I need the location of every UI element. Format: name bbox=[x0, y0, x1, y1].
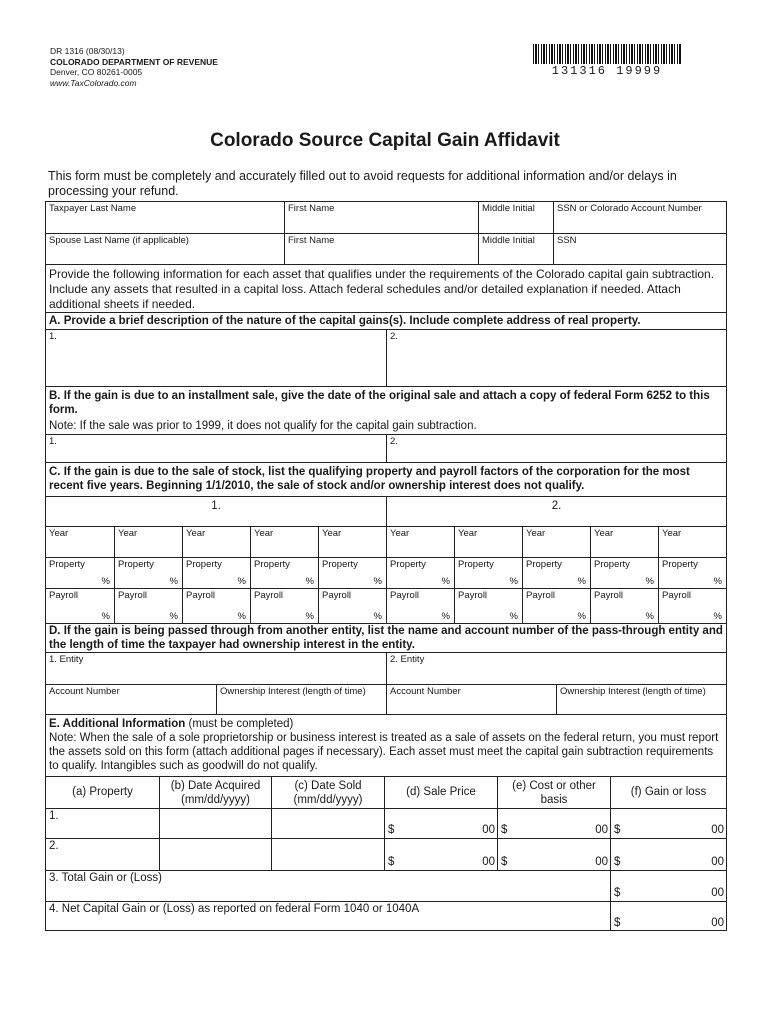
form-header bbox=[50, 46, 218, 88]
property-field-1[interactable]: Property % bbox=[49, 559, 110, 587]
entity-1-field[interactable]: 1. Entity bbox=[49, 654, 84, 665]
total-gain-field[interactable]: $ 00 bbox=[610, 871, 726, 901]
section-c-heading-row bbox=[46, 462, 726, 496]
property-field-7[interactable]: Property % bbox=[454, 558, 522, 588]
property-field-2[interactable]: Property % bbox=[114, 558, 182, 588]
total-gain-row bbox=[46, 870, 726, 901]
section-c-col-2-label: 2. bbox=[386, 497, 726, 526]
col-f-gain-loss: (f) Gain or loss bbox=[610, 777, 726, 808]
section-e-heading-line bbox=[46, 715, 726, 731]
section-e-row-2 bbox=[46, 838, 726, 870]
section-b-field-2[interactable]: 2. bbox=[386, 435, 726, 462]
payroll-field-1[interactable]: Payroll % bbox=[49, 590, 110, 622]
section-e-heading: E. Additional Information bbox=[49, 718, 186, 730]
instructions-block bbox=[46, 264, 726, 312]
form-number: DR 1316 (08/30/13) bbox=[50, 46, 125, 56]
taxpayer-last-name-field[interactable]: Taxpayer Last Name bbox=[49, 203, 137, 214]
section-c-column-heads bbox=[46, 496, 726, 526]
year-field-4[interactable]: Year bbox=[250, 527, 318, 557]
property-field-3[interactable]: Property % bbox=[182, 558, 250, 588]
section-a-fields bbox=[46, 329, 726, 386]
row-2-date-acquired-field[interactable] bbox=[159, 839, 271, 870]
section-b-field-1[interactable]: 1. bbox=[49, 436, 57, 447]
year-field-8[interactable]: Year bbox=[522, 527, 590, 557]
net-capital-gain-row bbox=[46, 901, 726, 931]
section-a-field-2[interactable]: 2. bbox=[386, 330, 726, 386]
year-field-2[interactable]: Year bbox=[114, 527, 182, 557]
property-field-6[interactable]: Property % bbox=[386, 558, 454, 588]
section-e-note: Note: When the sale of a sole proprietorship or business interest is treated as a sale of assets on the federal return, you must report the assets sold on this form (attach additional pages if necessary). Each asset must meet the capital gain subtraction requirements to qualify. Intangibles such as goodwill do not qualify. bbox=[49, 732, 719, 772]
year-field-9[interactable]: Year bbox=[590, 527, 658, 557]
property-field-5[interactable]: Property % bbox=[318, 558, 386, 588]
section-c-year-row bbox=[46, 526, 726, 557]
section-d-heading-row bbox=[46, 623, 726, 652]
payroll-field-8[interactable]: Payroll % bbox=[522, 589, 590, 623]
year-field-10[interactable]: Year bbox=[658, 527, 726, 557]
intro-text: This form must be completely and accurately filled out to avoid requests for additional information and/or delays in processing your refund. bbox=[48, 169, 677, 198]
section-d-account-row bbox=[46, 684, 726, 714]
account-number-2-field[interactable]: Account Number bbox=[386, 685, 556, 714]
section-c-property-row bbox=[46, 557, 726, 588]
section-e-heading-suffix: (must be completed) bbox=[185, 718, 294, 730]
entity-2-field[interactable]: 2. Entity bbox=[386, 653, 726, 684]
section-e-column-heads bbox=[46, 776, 726, 808]
barcode-image bbox=[533, 44, 681, 64]
row-1-cost-basis-field[interactable]: $ 00 bbox=[497, 809, 610, 838]
row-2-cost-basis-field[interactable]: $ 00 bbox=[497, 839, 610, 870]
row-1-gain-loss-field[interactable]: $ 00 bbox=[610, 809, 726, 838]
payroll-field-4[interactable]: Payroll % bbox=[250, 589, 318, 623]
col-d-sale-price: (d) Sale Price bbox=[384, 777, 497, 808]
row-2-sale-price-field[interactable]: $ 00 bbox=[384, 839, 497, 870]
account-number-1-field[interactable]: Account Number bbox=[49, 686, 120, 697]
row-1-date-sold-field[interactable] bbox=[271, 809, 384, 838]
section-c-payroll-row bbox=[46, 588, 726, 623]
section-d-entity-row bbox=[46, 652, 726, 684]
property-field-10[interactable]: Property % bbox=[658, 558, 726, 588]
year-field-6[interactable]: Year bbox=[386, 527, 454, 557]
taxpayer-row bbox=[46, 202, 726, 233]
spouse-ssn-field[interactable]: SSN bbox=[553, 234, 726, 264]
instructions-text: Provide the following information for each asset that qualifies under the requirements of the Colorado capital gain subtraction. Include any assets that resulted in a capital loss. Attach federal schedules and/or detailed explanation if needed. Attach additional sheets if needed. bbox=[49, 267, 715, 311]
department-name: COLORADO DEPARTMENT OF REVENUE bbox=[50, 56, 218, 67]
section-d-heading: D. If the gain is being passed through from another entity, list the name and account number of the pass-through entity and the length of time the taxpayer had ownership interest in the entity. bbox=[49, 625, 723, 651]
row-1-date-acquired-field[interactable] bbox=[159, 809, 271, 838]
taxpayer-first-name-field[interactable]: First Name bbox=[284, 202, 478, 233]
section-c-heading: C. If the gain is due to the sale of stock, list the qualifying property and payroll factors of the corporation for the most recent five years. Beginning 1/1/2010, the sale of stock and/or ownership interest does not qualify. bbox=[49, 466, 690, 492]
department-address: Denver, CO 80261-0005 bbox=[50, 67, 143, 77]
section-c-col-1-label: 1. bbox=[211, 500, 221, 512]
ownership-interest-2-field[interactable]: Ownership Interest (length of time) bbox=[556, 685, 726, 714]
net-capital-gain-field[interactable]: $ 00 bbox=[610, 902, 726, 931]
section-b-fields bbox=[46, 434, 726, 462]
payroll-field-2[interactable]: Payroll % bbox=[114, 589, 182, 623]
spouse-middle-initial-field[interactable]: Middle Initial bbox=[478, 234, 553, 264]
row-2-property-field[interactable]: 2. bbox=[49, 840, 59, 852]
spouse-row bbox=[46, 233, 726, 264]
section-e-row-1 bbox=[46, 808, 726, 838]
year-field-1[interactable]: Year bbox=[49, 528, 69, 539]
row-1-sale-price-field[interactable]: $ 00 bbox=[384, 809, 497, 838]
section-e-heading-row bbox=[46, 714, 726, 776]
spouse-first-name-field[interactable]: First Name bbox=[284, 234, 478, 264]
col-c-date-sold: (c) Date Sold (mm/dd/yyyy) bbox=[271, 777, 384, 808]
payroll-field-7[interactable]: Payroll % bbox=[454, 589, 522, 623]
section-b-heading-row bbox=[46, 386, 726, 434]
ownership-interest-1-field[interactable]: Ownership Interest (length of time) bbox=[216, 685, 386, 714]
total-gain-label: 3. Total Gain or (Loss) bbox=[49, 872, 162, 884]
spouse-last-name-field[interactable]: Spouse Last Name (if applicable) bbox=[49, 235, 189, 246]
section-b-note: Note: If the sale was prior to 1999, it does not qualify for the capital gain subtraction. bbox=[49, 420, 477, 432]
year-field-3[interactable]: Year bbox=[182, 527, 250, 557]
property-field-4[interactable]: Property % bbox=[250, 558, 318, 588]
row-1-property-field[interactable]: 1. bbox=[49, 810, 59, 822]
col-b-date-acquired: (b) Date Acquired (mm/dd/yyyy) bbox=[159, 777, 271, 808]
barcode-number: 131316 19999 bbox=[551, 64, 663, 78]
section-a-field-1[interactable]: 1. bbox=[49, 331, 57, 342]
row-2-gain-loss-field[interactable]: $ 00 bbox=[610, 839, 726, 870]
website: www.TaxColorado.com bbox=[50, 77, 137, 88]
col-a-property: (a) Property bbox=[72, 786, 133, 798]
col-e-cost-basis: (e) Cost or other basis bbox=[497, 777, 610, 808]
net-capital-gain-label: 4. Net Capital Gain or (Loss) as reported on federal Form 1040 or 1040A bbox=[49, 903, 420, 915]
section-b-heading: B. If the gain is due to an installment sale, give the date of the original sale and attach a copy of federal Form 6252 to this form. bbox=[49, 390, 710, 416]
payroll-field-5[interactable]: Payroll % bbox=[318, 589, 386, 623]
property-field-8[interactable]: Property % bbox=[522, 558, 590, 588]
section-a-heading-row bbox=[46, 312, 726, 329]
taxpayer-middle-initial-field[interactable]: Middle Initial bbox=[478, 202, 553, 233]
property-field-9[interactable]: Property % bbox=[590, 558, 658, 588]
affidavit-form bbox=[45, 201, 727, 931]
payroll-field-6[interactable]: Payroll % bbox=[386, 589, 454, 623]
section-a-heading: A. Provide a brief description of the nature of the capital gains(s). Include complete address of real property. bbox=[49, 315, 641, 327]
payroll-field-9[interactable]: Payroll % bbox=[590, 589, 658, 623]
payroll-field-3[interactable]: Payroll % bbox=[182, 589, 250, 623]
year-field-5[interactable]: Year bbox=[318, 527, 386, 557]
row-2-date-sold-field[interactable] bbox=[271, 839, 384, 870]
form-title: Colorado Source Capital Gain Affidavit bbox=[210, 130, 560, 151]
payroll-field-10[interactable]: Payroll % bbox=[658, 589, 726, 623]
year-field-7[interactable]: Year bbox=[454, 527, 522, 557]
taxpayer-ssn-field[interactable]: SSN or Colorado Account Number bbox=[553, 202, 726, 233]
